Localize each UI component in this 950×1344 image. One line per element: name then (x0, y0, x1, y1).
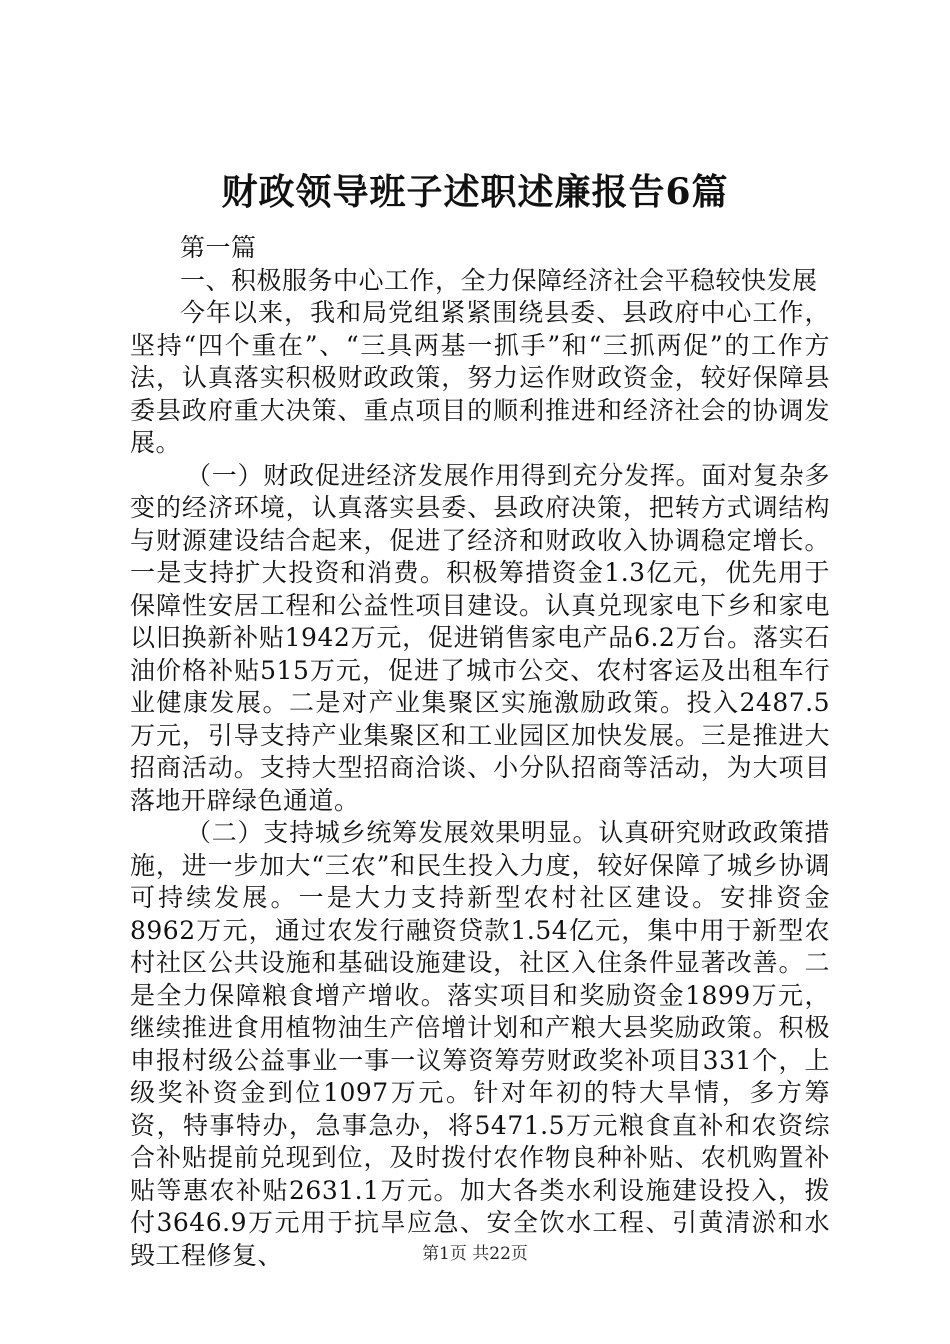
intro-paragraph: 今年以来，我和局党组紧紧围绕县委、县政府中心工作，坚持“四个重在”、“三具两基一抓手”和“三抓两促”的工作方法，认真落实积极财政政策，努力运作财政资金，较好保障县委县政府重大决策、重点项目的顺利推进和经济社会的协调发展。 (130, 298, 830, 457)
section-label: 第一篇 (180, 233, 257, 262)
paragraph-economic-development: （一）财政促进经济发展作用得到充分发挥。面对复杂多变的经济环境，认真落实县委、县政府决策，把转方式调结构与财源建设结合起来，促进了经济和财政收入协调稳定增长。一是支持扩大投资和消费。积极筹措资金1.3亿元，优先用于保障性安居工程和公益性项目建设。认真兑现家电下乡和家电以旧换新补贴1942万元，促进销售家电产品6.2万台。落实石油价格补贴515万元，促进了城市公交、农村客运及出租车行业健康发展。二是对产业集聚区实施激励政策。投入2487.5万元，引导支持产业集聚区和工业园区加快发展。三是推进大招商活动。支持大型招商洽谈、小分队招商等活动，为大项目落地开辟绿色通道。 (130, 460, 830, 815)
page-footer: 第1页 共22页 (422, 1244, 528, 1264)
document-title: 财政领导班子述职述廉报告6篇 (221, 171, 729, 213)
document-body (130, 232, 830, 1272)
section-heading: 一、积极服务中心工作，全力保障经济社会平稳较快发展 (180, 265, 818, 295)
paragraph-urban-rural-development: （二）支持城乡统筹发展效果明显。认真研究财政政策措施，进一步加大“三农”和民生投入力度，较好保障了城乡协调可持续发展。一是大力支持新型农村社区建设。安排资金8962万元，通过农发行融资贷款1.54亿元，集中用于新型农村社区公共设施和基础设施建设，社区入住条件显著改善。二是全力保障粮食增产增收。落实项目和奖励资金1899万元，继续推进食用植物油生产倍增计划和产粮大县奖励政策。积极申报村级公益事业一事一议筹资筹劳财政奖补项目331个，上级奖补资金到位1097万元。针对年初的特大旱情，多方筹资，特事特办，急事急办，将5471.5万元粮食直补和农资综合补贴提前兑现到位，及时拨付农作物良种补贴、农机购置补贴等惠农补贴2631.1万元。加大各类水利设施建设投入，拨付3646.9万元用于抗旱应急、安全饮水工程、引黄清淤和水毁工程修复、 (130, 818, 830, 1270)
